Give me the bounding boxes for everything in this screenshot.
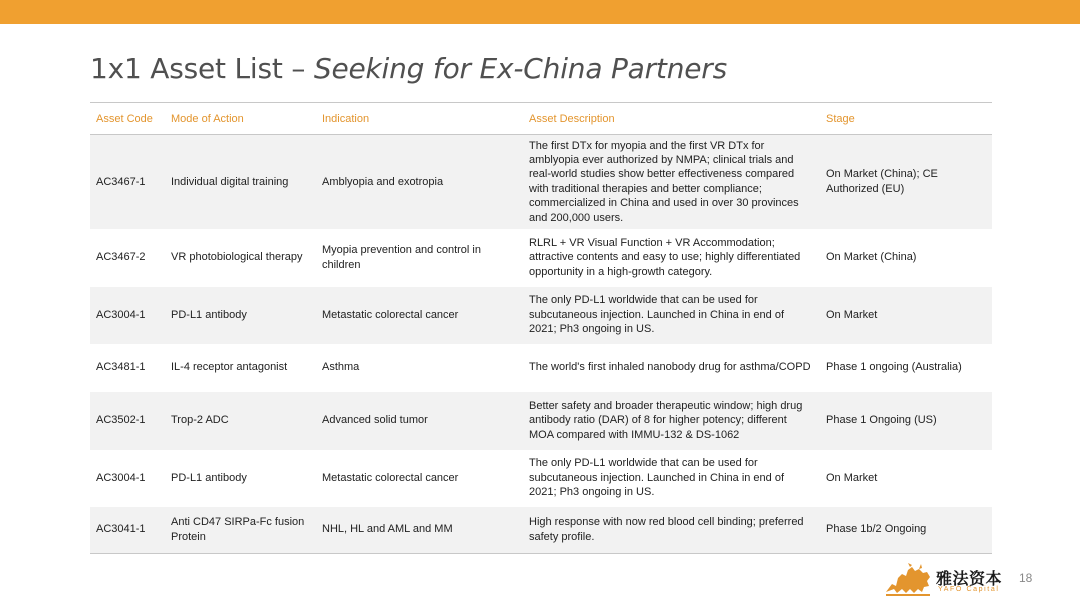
cell-indication: Asthma: [322, 361, 360, 374]
cell-asset-code: AC3481-1: [96, 361, 146, 374]
logo-name-cn: 雅法资本: [936, 569, 1003, 588]
header-indication: Indication: [316, 104, 523, 135]
cell-asset-description: The only PD-L1 worldwide that can be used for subcutaneous injection. Launched in China in end of 2021; Ph3 ongoing in US.: [523, 287, 820, 344]
logo-name-en: YAFO Capital: [938, 586, 1000, 593]
cell-mode-of-action: Anti CD47 SIRPa-Fc fusion Protein: [165, 507, 316, 553]
cell-asset-code: AC3467-2: [96, 251, 146, 264]
cell-mode-of-action: IL-4 receptor antagonist: [171, 361, 288, 374]
cell-asset-code: AC3467-1: [90, 135, 165, 229]
table-row: [90, 287, 992, 344]
cell-asset-description: The only PD-L1 worldwide that can be used for subcutaneous injection. Launched in China in end of 2021; Ph3 ongoing in US.: [529, 457, 785, 499]
header-mode-of-action: Mode of Action: [165, 104, 316, 135]
cell-indication: Advanced solid tumor: [316, 392, 523, 450]
cell-asset-description: High response with now red blood cell binding; preferred safety profile.: [523, 507, 820, 553]
cell-stage: Phase 1 Ongoing (US): [820, 392, 992, 450]
cell-stage: Phase 1 ongoing (Australia): [826, 361, 962, 374]
table-row: [90, 450, 992, 507]
header-asset-description: Asset Description: [523, 104, 820, 135]
cell-stage: On Market (China): [826, 251, 917, 264]
table-bottom-rule: [90, 553, 992, 554]
cell-asset-description: The first DTx for myopia and the first VR DTx for amblyopia ever authorized by NMPA; clinical trials and real-world studies show better effectiveness compared with traditional therapies and better compliance; commercialized in China and used in over 30 provinces and 200,000 users.: [523, 135, 820, 229]
cell-mode-of-action: VR photobiological therapy: [171, 251, 303, 264]
cell-stage: On Market (China); CE Authorized (EU): [820, 135, 992, 229]
yafo-capital-logo: [884, 562, 1004, 600]
cell-mode-of-action: Trop-2 ADC: [165, 392, 316, 450]
table-row: [90, 229, 992, 287]
table-row: [90, 507, 992, 553]
asset-table: [90, 104, 992, 553]
header-asset-code: Asset Code: [90, 104, 165, 135]
table-header-row: [90, 104, 992, 135]
cell-indication: Metastatic colorectal cancer: [316, 287, 523, 344]
table-top-rule: [90, 102, 992, 103]
cell-asset-code: AC3502-1: [90, 392, 165, 450]
header-stage: Stage: [820, 104, 992, 135]
cell-asset-description: The world's first inhaled nanobody drug for asthma/COPD: [529, 361, 811, 374]
table-row: [90, 135, 992, 229]
cell-stage: On Market: [820, 287, 992, 344]
cell-asset-code: AC3004-1: [90, 287, 165, 344]
cell-asset-description: Better safety and broader therapeutic window; high drug antibody ratio (DAR) of 8 for higher potency; different MOA compared with IMMU-132 & DS-1062: [523, 392, 820, 450]
cell-mode-of-action: PD-L1 antibody: [165, 287, 316, 344]
page-number: 18: [1019, 571, 1033, 585]
table-row: [90, 344, 992, 392]
title-main: 1x1 Asset List –: [90, 52, 314, 85]
cell-stage: On Market: [826, 471, 878, 484]
cell-asset-code: AC3041-1: [90, 507, 165, 553]
table-row: [90, 392, 992, 450]
cell-asset-description: RLRL + VR Visual Function + VR Accommodation; attractive contents and easy to use; highly differentiated opportunity in a high-growth category.: [529, 236, 801, 278]
title-subtitle: Seeking for Ex-China Partners: [313, 52, 727, 85]
cell-indication: Myopia prevention and control in children: [322, 244, 481, 271]
top-accent-bar: [0, 0, 1080, 24]
slide-title: [90, 52, 727, 85]
cell-indication: Amblyopia and exotropia: [316, 135, 523, 229]
cell-asset-code: AC3004-1: [96, 471, 146, 484]
cell-indication: Metastatic colorectal cancer: [322, 471, 459, 484]
cell-mode-of-action: PD-L1 antibody: [171, 471, 247, 484]
cell-indication: NHL, HL and AML and MM: [316, 507, 523, 553]
cell-mode-of-action: Individual digital training: [165, 135, 316, 229]
bull-bear-icon: [884, 562, 934, 598]
cell-stage: Phase 1b/2 Ongoing: [820, 507, 992, 553]
